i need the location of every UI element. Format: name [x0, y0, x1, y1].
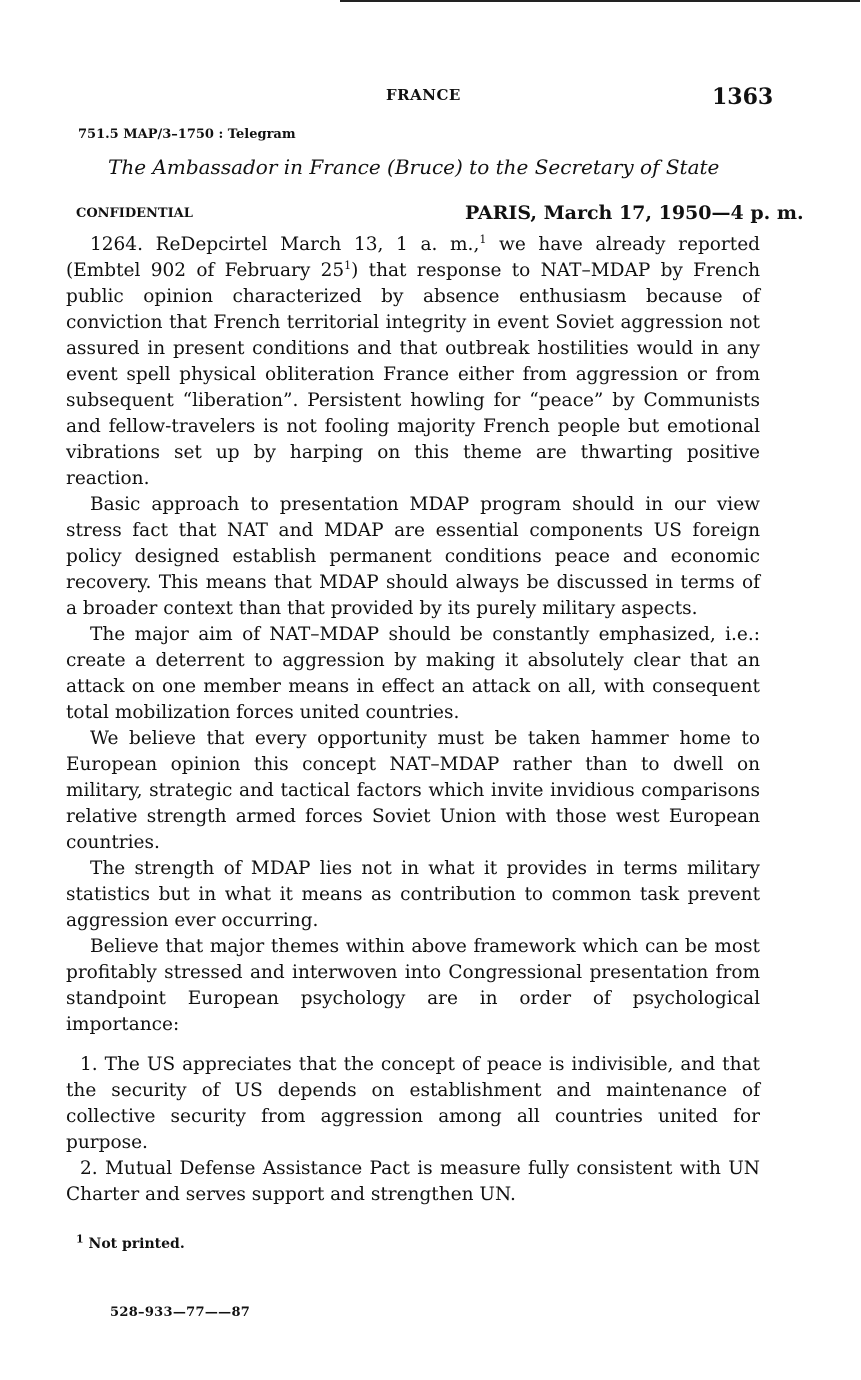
document-title: The Ambassador in France (Bruce) to the Secretary of State — [108, 155, 720, 179]
paragraph-5: The strength of MDAP lies not in what it provides in terms military statistics but in what it means as contribution to common task prevent aggression ever occurring. — [66, 858, 760, 931]
paragraph-6: Believe that major themes within above framework which can be most profitably stressed and interwoven into Congressional presentation from standpoint European psychology are in order of psychological importance: — [66, 936, 760, 1035]
telegram-body — [66, 232, 760, 1208]
footnote-ref-2: 1 — [344, 258, 352, 272]
print-code: 528–933—77——87 — [110, 1305, 251, 1320]
footnote — [76, 1232, 185, 1252]
footnote-text: Not printed. — [88, 1236, 185, 1252]
classification-label: CONFIDENTIAL — [76, 206, 193, 221]
paragraph-2: Basic approach to presentation MDAP program should in our view stress fact that NAT and MDAP are essential components US foreign policy designed establish permanent conditions peace and economic recovery. This means that MDAP should always be discussed in terms of a broader context than that provided by its purely military aspects. — [66, 494, 760, 619]
paragraph-1-text-c: ) that response to NAT–MDAP by French public opinion characterized by absence enthusiasm because of conviction that French territorial integrity in event Soviet aggression not assured in present conditions and that outbreak hostilities would in any event spell physical obliteration France either from aggression or from subsequent “liberation”. Persistent howling for “peace” by Communists and fellow-travelers is not fooling majority French people but emotional vibrations set up by harping on this theme are thwarting positive reaction. — [66, 260, 760, 489]
numbered-item-1: 1. The US appreciates that the concept of peace is indivisible, and that the security of US depends on establishment and maintenance of collective security from aggression among all countries united for purpose. — [66, 1054, 760, 1153]
footnote-marker: 1 — [76, 1232, 84, 1246]
paragraph-1-text-b: we have already reported (Embtel 902 of February 25 — [66, 234, 760, 281]
running-head: FRANCE — [386, 86, 461, 104]
paragraph-4: We believe that every opportunity must be taken hammer home to European opinion this concept NAT–MDAP rather than to dwell on military, strategic and tactical factors which invite invidious comparisons relative strength armed forces Soviet Union with those west European countries. — [66, 728, 760, 853]
paragraph-1 — [66, 232, 760, 492]
numbered-item-2: 2. Mutual Defense Assistance Pact is measure fully consistent with UN Charter and serves support and strengthen UN. — [66, 1158, 760, 1205]
paragraph-3: The major aim of NAT–MDAP should be constantly emphasized, i.e.: create a deterrent to aggression by making it absolutely clear that an attack on one member means in effect an attack on all, with consequent total mobilization forces united countries. — [66, 624, 760, 723]
top-rule — [340, 0, 860, 2]
file-reference: 751.5 MAP/3–1750 : Telegram — [78, 127, 296, 142]
page-number: 1363 — [712, 84, 774, 110]
dateline: PARIS, March 17, 1950—4 p. m. — [465, 202, 804, 224]
footnote-ref-1: 1 — [479, 232, 487, 246]
paragraph-1-text-a: 1264. ReDepcirtel March 13, 1 a. m., — [90, 234, 480, 255]
